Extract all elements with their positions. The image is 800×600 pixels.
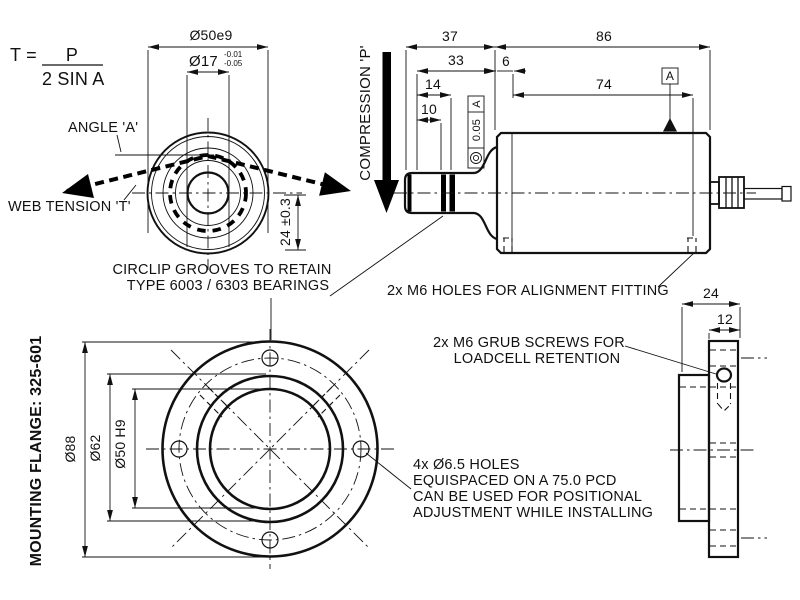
flange-view <box>28 329 394 569</box>
note-circlip-2: TYPE 6003 / 6303 BEARINGS <box>126 278 330 294</box>
dim-bore-dia: Ø17 <box>189 53 218 70</box>
dim-37: 37 <box>442 28 458 44</box>
dim-center-height: 24 ±0.3 <box>277 197 293 247</box>
feature-control-frame <box>468 96 484 168</box>
web-tension-leader <box>124 185 136 200</box>
angle-leader <box>117 135 121 152</box>
web-arrow-right <box>319 172 351 195</box>
compression-arrow-shaft <box>383 52 392 182</box>
alignment-leader <box>658 253 694 287</box>
spigot-boss-outline <box>679 375 709 521</box>
web-tension-label: WEB TENSION 'T' <box>8 199 131 215</box>
note-holes-1: 4x Ø6.5 HOLES <box>413 457 520 473</box>
compression-label: COMPRESSION 'P' <box>357 45 374 181</box>
note-grub-1: 2x M6 GRUB SCREWS FOR <box>433 335 625 351</box>
dim-flange-spigot: Ø62 <box>87 434 103 462</box>
note-holes-2: EQUISPACED ON A 75.0 PCD <box>413 473 617 489</box>
note-circlip-1: CIRCLIP GROOVES TO RETAIN <box>112 262 332 278</box>
dim-10: 10 <box>421 101 437 117</box>
dim-6: 6 <box>502 54 510 69</box>
tension-formula <box>10 45 104 89</box>
dim-14: 14 <box>425 76 441 92</box>
m6-hole-hidden <box>503 238 513 252</box>
side-view <box>394 28 791 253</box>
note-holes-4: ADJUSTMENT WHILE INSTALLING <box>413 505 654 521</box>
compression-arrow-head <box>374 180 399 213</box>
dim-12: 12 <box>717 311 733 327</box>
dim-33: 33 <box>448 52 464 68</box>
grub-leader <box>625 346 716 374</box>
dim-24: 24 <box>703 285 719 301</box>
web-arrow-left <box>62 174 94 198</box>
note-holes-3: CAN BE USED FOR POSITIONAL <box>413 489 643 505</box>
note-alignment: 2x M6 HOLES FOR ALIGNMENT FITTING <box>387 283 669 299</box>
grub-screw-hole <box>717 369 731 382</box>
cable-end <box>782 187 791 202</box>
m6-hole-hidden <box>687 238 697 252</box>
compression-indicator <box>357 45 399 213</box>
datum-flag-label: A <box>665 69 675 83</box>
dim-86: 86 <box>596 28 612 44</box>
shaft-fillet-bottom <box>474 213 497 239</box>
dim-bore-tol-upper: -0.01 <box>224 50 243 59</box>
angle-label: ANGLE 'A' <box>68 120 139 136</box>
mounting-flange-label: MOUNTING FLANGE: 325-601 <box>28 335 45 567</box>
dim-74: 74 <box>596 76 612 92</box>
fcf-datum: A <box>471 100 483 108</box>
concentricity-icon <box>473 155 478 160</box>
shaft-outline <box>405 173 474 213</box>
dim-flange-bore: Ø50 H9 <box>112 419 128 469</box>
formula-numerator: P <box>65 45 79 65</box>
note-grub-2: LOADCELL RETENTION <box>453 351 621 367</box>
formula-denominator: 2 SIN A <box>42 69 105 89</box>
concentricity-icon <box>471 153 482 164</box>
formula-lhs: T = <box>10 45 37 65</box>
dim-bore-tol-lower: -0.05 <box>224 59 243 68</box>
shaft-end-band <box>408 175 412 212</box>
datum-triangle <box>663 118 677 132</box>
dim-flange-od: Ø88 <box>62 435 78 463</box>
flange-section-view <box>670 285 767 557</box>
front-view <box>8 27 351 270</box>
cable <box>744 189 782 200</box>
fcf-tolerance: 0.05 <box>471 118 483 142</box>
dim-outer-dia: Ø50e9 <box>189 27 233 43</box>
